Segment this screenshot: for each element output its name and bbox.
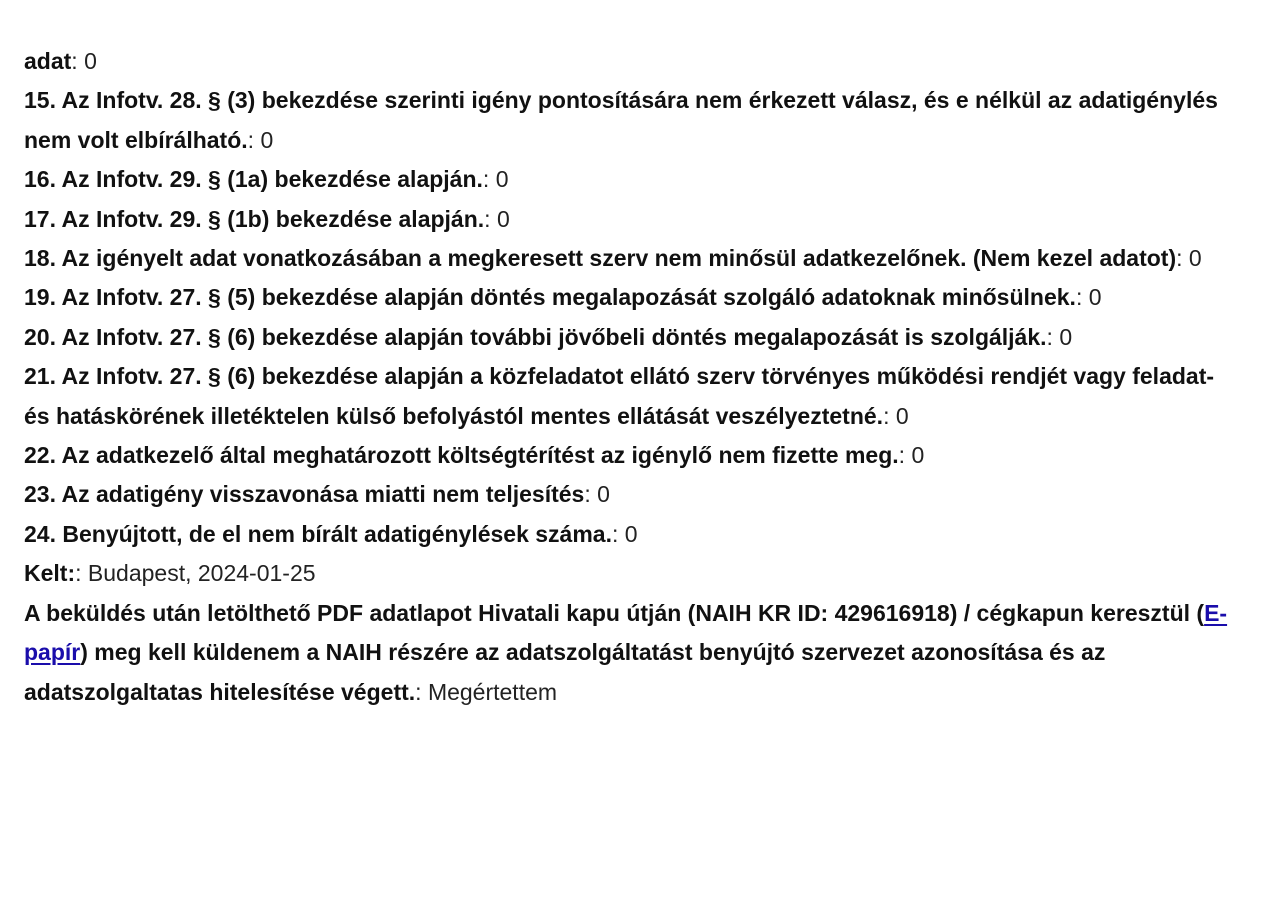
e-papir-link[interactable]: E-papír xyxy=(24,599,1228,666)
entry-separator: : xyxy=(1046,323,1060,350)
entry-separator: : xyxy=(75,560,88,587)
entry-answer: 0 xyxy=(597,481,610,508)
entry-answer: Budapest, 2024-01-25 xyxy=(87,560,316,587)
entry-question: Kelt: xyxy=(24,560,76,587)
entry-separator: : xyxy=(482,166,496,193)
entry-answer: 0 xyxy=(1059,323,1073,350)
entry-kelt xyxy=(24,554,1244,593)
entry-21 xyxy=(24,357,1244,436)
entry-confirmation xyxy=(24,594,1244,712)
entry-17 xyxy=(24,200,1244,239)
entry-separator: : xyxy=(415,678,428,705)
entry-answer: 0 xyxy=(84,48,97,74)
entry-question: adat xyxy=(24,48,72,74)
entry-separator: : xyxy=(247,126,261,153)
entry-answer: 0 xyxy=(496,205,510,232)
entry-22 xyxy=(24,436,1244,475)
entry-answer: 0 xyxy=(495,166,509,193)
entry-adat xyxy=(24,42,1244,81)
entry-question: 22. Az adatkezelő által meghatározott költségtérítést az igénylő nem fizette meg. xyxy=(24,442,899,469)
entry-question: 24. Benyújtott, de el nem bírált adatigénylések száma. xyxy=(24,520,612,547)
entry-separator: : xyxy=(1075,284,1089,311)
confirmation-answer: Megértettem xyxy=(427,678,558,705)
entry-answer: 0 xyxy=(1188,245,1202,272)
entry-answer: 0 xyxy=(1088,284,1102,311)
confirmation-text-after: ) meg kell küldenem a NAIH részére az adatszolgáltatást benyújtó szervezet azonosítása és az adatszolgaltatas hitelesítése végett. xyxy=(24,639,1106,705)
entry-separator: : xyxy=(1176,245,1189,272)
entry-question: 18. Az igényelt adat vonatkozásában a megkeresett szerv nem minősül adatkezelőnek. (Nem kezel adatot) xyxy=(24,245,1177,272)
entry-separator: : xyxy=(584,481,598,508)
entry-question: 15. Az Infotv. 28. § (3) bekezdése szerinti igény pontosítására nem érkezett válasz, és e nélkül az adatigénylés nem volt elbírálható. xyxy=(24,87,1218,153)
entry-15 xyxy=(24,81,1244,160)
entry-20 xyxy=(24,318,1244,357)
entry-separator: : xyxy=(898,442,912,469)
entry-18 xyxy=(24,239,1244,278)
entry-question: 23. Az adatigény visszavonása miatti nem teljesítés xyxy=(24,481,585,508)
entry-23 xyxy=(24,475,1244,514)
entry-question: 16. Az Infotv. 29. § (1a) bekezdése alapján. xyxy=(24,166,483,193)
entry-question: 20. Az Infotv. 27. § (6) bekezdése alapján további jövőbeli döntés megalapozását is szolgálják. xyxy=(24,323,1047,350)
entry-answer: 0 xyxy=(911,442,925,469)
entry-separator: : xyxy=(611,520,625,547)
entry-question: 19. Az Infotv. 27. § (5) bekezdése alapján döntés megalapozását szolgáló adatoknak minősülnek. xyxy=(24,284,1076,311)
entry-24 xyxy=(24,515,1244,554)
confirmation-text-before: A beküldés után letölthető PDF adatlapot Hivatali kapu útján (NAIH KR ID: 429616918) / cégkapun keresztül ( xyxy=(24,599,1205,626)
entry-19 xyxy=(24,278,1244,317)
entry-answer: 0 xyxy=(895,402,909,429)
entry-question: 17. Az Infotv. 29. § (1b) bekezdése alapján. xyxy=(24,205,485,232)
document-body xyxy=(24,42,1244,712)
entry-answer: 0 xyxy=(260,126,274,153)
entry-16 xyxy=(24,160,1244,199)
entry-answer: 0 xyxy=(624,520,638,547)
entry-separator: : xyxy=(484,205,497,232)
entry-question: 21. Az Infotv. 27. § (6) bekezdése alapján a közfeladatot ellátó szerv törvényes működési rendjét vagy feladat- és hatáskörének illetéktelen külső befolyástól mentes ellátását veszélyeztetné. xyxy=(24,363,1215,429)
entry-separator: : xyxy=(71,48,85,74)
entry-separator: : xyxy=(883,402,896,429)
